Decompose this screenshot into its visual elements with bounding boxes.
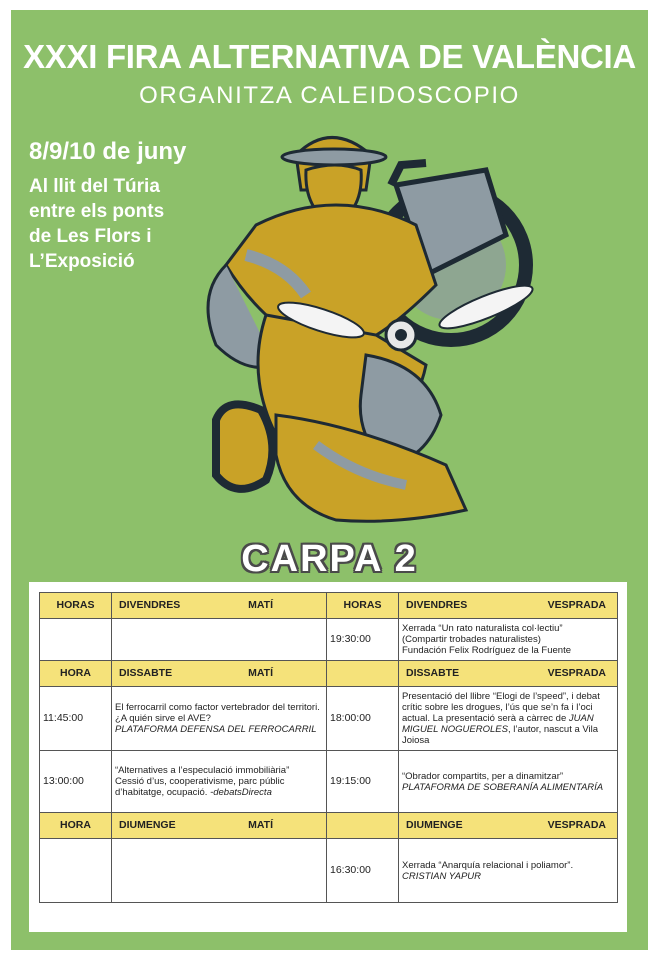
event-line: Presentació del llibre “Elogi de l’speed”, i debat crític sobre les drogues, l’ús que se’n fa i l’oci actual. La presentació serà a càrrec de [402, 691, 600, 724]
time-cell: 16:30:00 [327, 839, 399, 903]
location-line: Al llit del Túria [29, 176, 160, 197]
hours-header: HORA [40, 661, 112, 687]
event-cell [399, 839, 618, 903]
friday-morning-header [112, 593, 327, 619]
day-label: DIVENDRES [119, 599, 181, 611]
event-location [29, 174, 209, 274]
period-label: VESPRADA [547, 667, 606, 679]
location-line: de Les Flors i [29, 226, 152, 247]
sunday-header-row [40, 813, 618, 839]
event-cell [112, 751, 327, 813]
event-cell [112, 619, 327, 661]
event-organizer: -debatsDirecta [210, 787, 272, 798]
saturday-header-row [40, 661, 618, 687]
day-label: DISSABTE [119, 667, 173, 679]
location-line: L’Exposició [29, 251, 135, 272]
event-cell [112, 687, 327, 751]
time-cell: 13:00:00 [40, 751, 112, 813]
event-line: Cessió d’us, cooperativisme, parc públic d’habitatge, ocupació. [115, 776, 285, 798]
sunday-afternoon-header [399, 813, 618, 839]
time-cell: 18:00:00 [327, 687, 399, 751]
stage-title: CARPA 2 [241, 538, 418, 580]
saturday-morning-header [112, 661, 327, 687]
day-label: DIVENDRES [406, 599, 468, 611]
event-line: , l’autor, nascut a Vila Joiosa [402, 724, 599, 746]
day-label: DISSABTE [406, 667, 460, 679]
saturday-afternoon-header [399, 661, 618, 687]
event-line: “Alternatives a l’especulació immobiliària” [115, 765, 290, 776]
table-row [40, 619, 618, 661]
hours-header [327, 813, 399, 839]
event-line: “Obrador compartits, per a dinamitzar” [402, 770, 564, 782]
period-label: VESPRADA [547, 819, 606, 831]
schedule-panel [29, 582, 627, 932]
event-organizer: JUAN MIGUEL NOGUEROLES [402, 713, 594, 735]
schedule-table [39, 592, 618, 903]
event-organizer: PLATAFORMA DE SOBERANÍA ALIMENTARÍA [402, 781, 604, 793]
period-label: MATÍ [248, 819, 273, 831]
event-line: Fundación Felix Rodríguez de la Fuente [402, 645, 571, 656]
event-line: ¿A quién sirve el AVE? [115, 713, 211, 724]
event-line: Xerrada “Un rato naturalista col·lectiu” [402, 623, 563, 634]
period-label: MATÍ [248, 667, 273, 679]
event-cell [112, 839, 327, 903]
poster-title: XXXI FIRA ALTERNATIVA DE VALÈNCIA [23, 38, 636, 75]
event-dates: 8/9/10 de juny [29, 138, 187, 165]
event-line: El ferrocarril como factor vertebrador del territori. [115, 702, 320, 713]
table-row [40, 687, 618, 751]
event-organizer: PLATAFORMA DEFENSA DEL FERROCARRIL [115, 724, 317, 735]
location-line: entre els ponts [29, 201, 165, 222]
hours-header: HORAS [327, 593, 399, 619]
table-row [40, 751, 618, 813]
juggler-bicycle-illustration [186, 115, 536, 535]
table-row [40, 839, 618, 903]
hours-header: HORAS [40, 593, 112, 619]
event-cell [399, 619, 618, 661]
time-cell: 19:30:00 [327, 619, 399, 661]
time-cell: 11:45:00 [40, 687, 112, 751]
poster-subtitle: ORGANITZA CALEIDOSCOPIO [139, 82, 520, 109]
period-label: VESPRADA [547, 599, 606, 611]
hours-header [327, 661, 399, 687]
sunday-morning-header [112, 813, 327, 839]
event-line: (Compartir trobades naturalistes) [402, 634, 541, 645]
friday-afternoon-header [399, 593, 618, 619]
friday-header-row [40, 593, 618, 619]
poster [11, 10, 648, 950]
time-cell: 19:15:00 [327, 751, 399, 813]
time-cell [40, 839, 112, 903]
period-label: MATÍ [248, 599, 273, 611]
hours-header: HORA [40, 813, 112, 839]
event-cell [399, 751, 618, 813]
event-organizer: CRISTIAN YAPUR [402, 870, 482, 882]
day-label: DIUMENGE [406, 819, 463, 831]
event-cell [399, 687, 618, 751]
time-cell [40, 619, 112, 661]
day-label: DIUMENGE [119, 819, 176, 831]
event-line: Xerrada “Anarquía relacional i poliamor”. [402, 859, 574, 871]
